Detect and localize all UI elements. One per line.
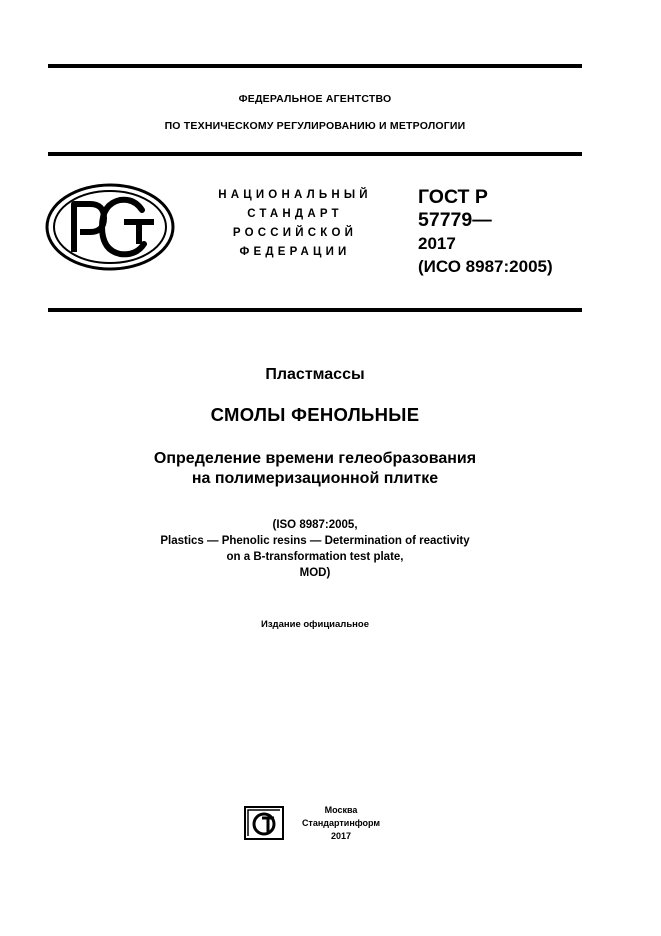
header-rule xyxy=(48,152,582,156)
national-standard-line2: СТАНДАРТ xyxy=(247,208,343,220)
publisher-city: Москва xyxy=(324,805,358,815)
standartinform-logo-icon xyxy=(244,806,284,840)
title-category: Пластмассы xyxy=(265,366,365,383)
agency-name-line1: ФЕДЕРАЛЬНОЕ АГЕНТСТВО xyxy=(238,93,392,105)
iso-reference-line3: on a B-transformation test plate, xyxy=(226,551,404,563)
designation-line2: 57779— xyxy=(418,209,492,231)
edition-note: Издание официальное xyxy=(261,619,369,630)
designation-line1: ГОСТ Р xyxy=(418,186,488,208)
agency-name-line2: ПО ТЕХНИЧЕСКОМУ РЕГУЛИРОВАНИЮ И МЕТРОЛОГИИ xyxy=(164,120,466,132)
title-rule xyxy=(48,308,582,312)
iso-reference-line2: Plastics — Phenolic resins — Determination of reactivity xyxy=(160,535,470,547)
title-method-line2: на полимеризационной плитке xyxy=(191,470,439,487)
title-method xyxy=(48,449,582,489)
national-standard-line1: НАЦИОНАЛЬНЫЙ xyxy=(218,189,372,201)
national-standard-label xyxy=(200,186,390,262)
designation-line3: 2017 xyxy=(418,234,456,253)
standard-designation xyxy=(418,186,553,278)
publisher-name: Стандартинформ xyxy=(301,818,381,828)
title-subject: СМОЛЫ ФЕНОЛЬНЫЕ xyxy=(210,404,420,425)
iso-reference xyxy=(48,517,582,581)
top-rule xyxy=(48,64,582,68)
iso-reference-line1: (ISO 8987:2005, xyxy=(272,519,358,531)
title-method-line1: Определение времени гелеобразования xyxy=(153,450,477,467)
iso-reference-line4: MOD) xyxy=(299,567,331,579)
national-standard-line3: РОССИЙСКОЙ xyxy=(232,227,358,239)
rst-conformity-mark-icon xyxy=(44,182,176,272)
national-standard-line4: ФЕДЕРАЦИИ xyxy=(239,246,351,258)
publisher-year: 2017 xyxy=(330,831,352,841)
publisher-imprint xyxy=(296,804,386,843)
designation-line4: (ИСО 8987:2005) xyxy=(418,257,553,276)
